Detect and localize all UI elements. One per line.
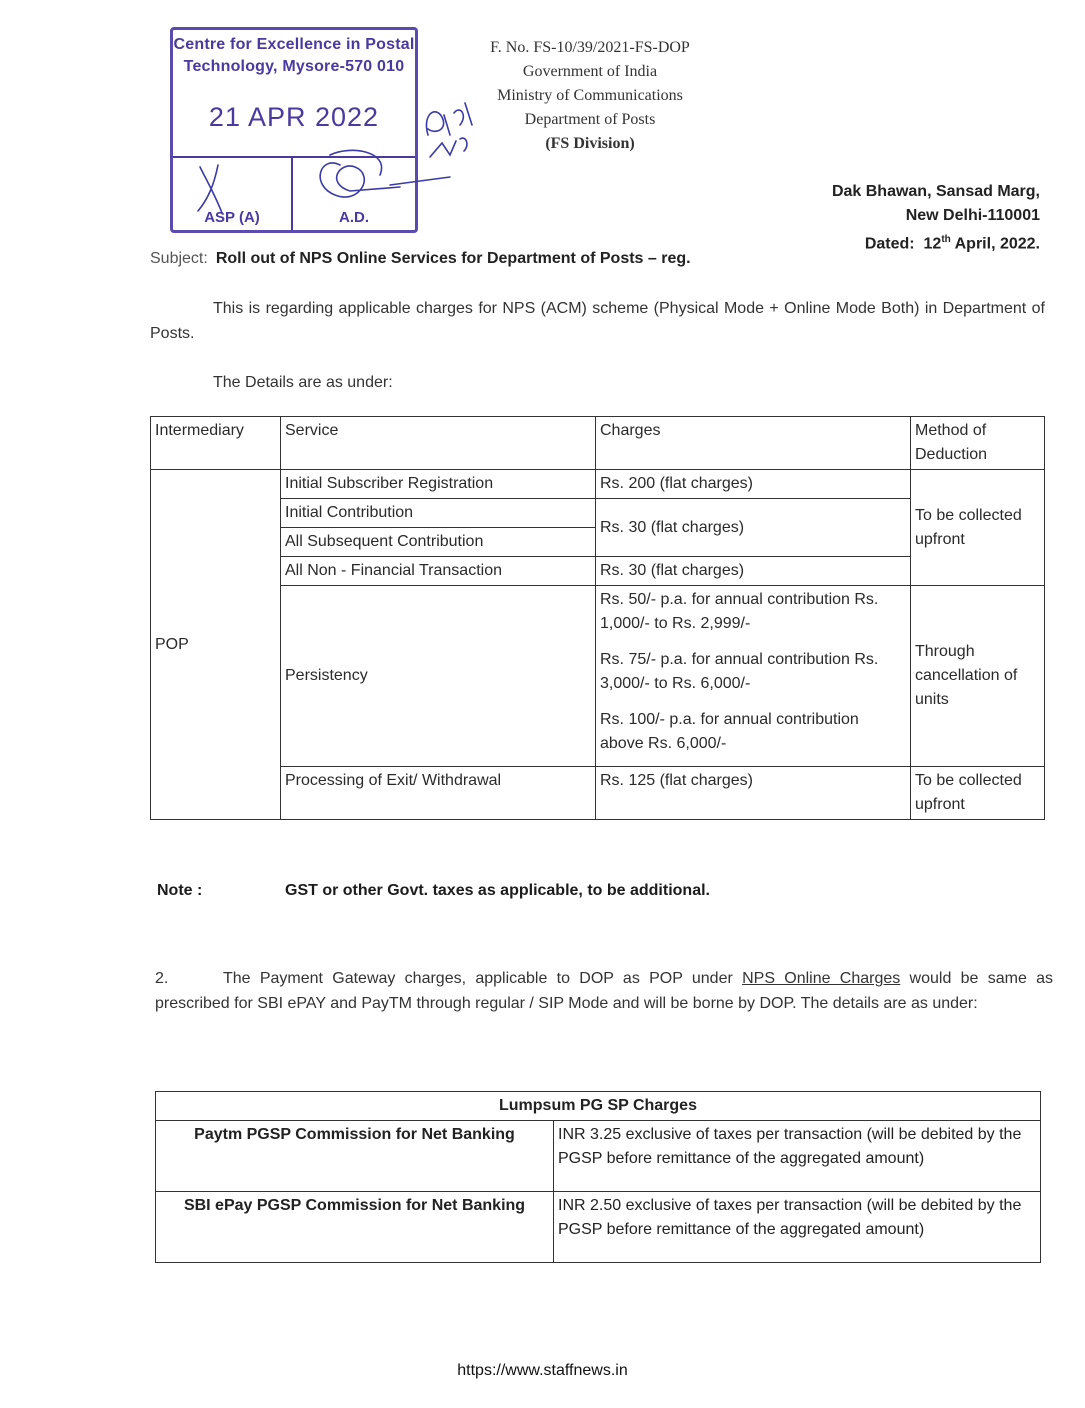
charge-cell bbox=[596, 586, 911, 767]
intermediary-cell: POP bbox=[151, 470, 281, 820]
paragraph-3-text-b: would be same as prescribed for SBI ePAY and PayTM through regular / SIP Mode and will be borne by DOP. The details are as under: bbox=[155, 970, 1054, 1012]
file-number: F. No. FS-10/39/2021-FS-DOP bbox=[490, 39, 690, 56]
ministry-line: Ministry of Communications bbox=[497, 87, 683, 104]
subject-label: Subject: bbox=[150, 250, 208, 267]
table-row bbox=[151, 767, 1045, 820]
subject-line bbox=[150, 250, 691, 268]
pg-label-cell: SBI ePay PGSP Commission for Net Banking bbox=[156, 1192, 554, 1263]
table-title: Lumpsum PG SP Charges bbox=[156, 1092, 1041, 1121]
pg-label-cell: Paytm PGSP Commission for Net Banking bbox=[156, 1121, 554, 1192]
header-intermediary: Intermediary bbox=[151, 417, 281, 470]
persistency-charge-2: Rs. 75/- p.a. for annual contribution Rs. 3,000/- to Rs. 6,000/- bbox=[600, 651, 879, 692]
charge-cell: Rs. 125 (flat charges) bbox=[596, 767, 911, 820]
department-line: Department of Posts bbox=[524, 111, 656, 128]
note-label: Note : bbox=[157, 882, 203, 899]
stamp-header bbox=[173, 34, 415, 78]
table-title-row bbox=[156, 1092, 1041, 1121]
dated-label: Dated: bbox=[864, 235, 915, 253]
address-line-2: New Delhi-110001 bbox=[905, 207, 1040, 224]
stamp-cell-right: A.D. bbox=[339, 209, 369, 226]
dated-rest: April, 2022. bbox=[950, 235, 1040, 253]
header-method: Method of Deduction bbox=[911, 417, 1045, 470]
table-row bbox=[151, 586, 1045, 767]
method-cell: Through cancellation of units bbox=[911, 586, 1045, 767]
table-header-row bbox=[151, 417, 1045, 470]
nps-online-charges-link: NPS Online Charges bbox=[742, 970, 901, 987]
division-line: (FS Division) bbox=[545, 135, 635, 152]
pg-charges-table bbox=[155, 1091, 1041, 1263]
persistency-charge-1: Rs. 50/- p.a. for annual contribution Rs. 1,000/- to Rs. 2,999/- bbox=[600, 591, 879, 632]
charges-table bbox=[150, 416, 1045, 820]
government-line: Government of India bbox=[522, 63, 658, 80]
table-row bbox=[151, 499, 1045, 528]
footer-url: https://www.staffnews.in bbox=[457, 1362, 628, 1379]
stamp-line-1: Centre for Excellence in Postal bbox=[173, 36, 415, 53]
stamp-line-2: Technology, Mysore-570 010 bbox=[183, 58, 405, 75]
dated-sup: th bbox=[941, 234, 951, 245]
service-cell: Initial Subscriber Registration bbox=[281, 470, 596, 499]
table-row bbox=[156, 1192, 1041, 1263]
dated-line bbox=[832, 228, 1040, 256]
address-block bbox=[832, 180, 1040, 256]
paragraph-1: This is regarding applicable charges for NPS (ACM) scheme (Physical Mode + Online Mode Both) in Department of Posts. bbox=[150, 300, 1045, 342]
header-charges: Charges bbox=[596, 417, 911, 470]
note-text: GST or other Govt. taxes as applicable, to be additional. bbox=[285, 882, 710, 899]
service-cell: Processing of Exit/ Withdrawal bbox=[281, 767, 596, 820]
service-cell: Initial Contribution bbox=[281, 499, 596, 528]
paragraph-number: 2. bbox=[155, 970, 169, 987]
stamp-date: 21 APR 2022 bbox=[208, 102, 380, 132]
charge-cell: Rs. 200 (flat charges) bbox=[596, 470, 911, 499]
service-cell: All Subsequent Contribution bbox=[281, 528, 596, 557]
paragraph-3-text-a: The Payment Gateway charges, applicable to DOP as POP under bbox=[223, 970, 743, 987]
address-line-1: Dak Bhawan, Sansad Marg, bbox=[831, 183, 1040, 200]
pg-value-cell: INR 2.50 exclusive of taxes per transaction (will be debited by the PGSP before remittance of the aggregated amount) bbox=[554, 1192, 1041, 1263]
persistency-charge-3: Rs. 100/- p.a. for annual contribution above Rs. 6,000/- bbox=[600, 711, 859, 752]
paragraph-3 bbox=[155, 966, 1053, 1016]
letter-header bbox=[440, 36, 740, 156]
header-service: Service bbox=[281, 417, 596, 470]
charge-cell: Rs. 30 (flat charges) bbox=[596, 499, 911, 557]
service-cell: Persistency bbox=[281, 586, 596, 767]
method-cell: To be collected upfront bbox=[911, 767, 1045, 820]
paragraph-2: The Details are as under: bbox=[213, 374, 393, 391]
charge-cell: Rs. 30 (flat charges) bbox=[596, 557, 911, 586]
table-row bbox=[151, 470, 1045, 499]
table-row bbox=[156, 1121, 1041, 1192]
pg-value-cell: INR 3.25 exclusive of taxes per transaction (will be debited by the PGSP before remittance of the aggregated amount) bbox=[554, 1121, 1041, 1192]
stamp-cell-left: ASP (A) bbox=[204, 209, 260, 226]
service-cell: All Non - Financial Transaction bbox=[281, 557, 596, 586]
method-cell: To be collected upfront bbox=[911, 470, 1045, 586]
subject-text: Roll out of NPS Online Services for Department of Posts – reg. bbox=[215, 250, 691, 267]
dated-day: 12 bbox=[923, 235, 942, 253]
table-row bbox=[151, 557, 1045, 586]
